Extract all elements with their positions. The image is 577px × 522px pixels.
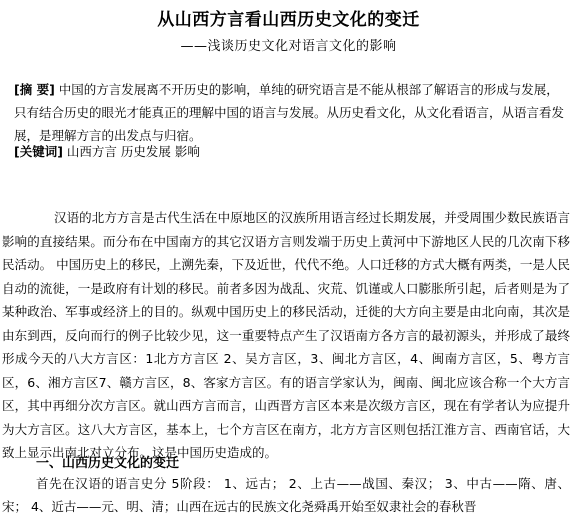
keywords-block [14,143,567,161]
body-paragraph: 汉语的北方方言是古代生活在中原地区的汉族所用语言经过长期发展，并受周围少数民族语言影响的直接结果。而分布在中国南方的其它汉语方言则发端于历史上黄河中下游地区人民的几次南下移民活动。 中国历史上的移民，上溯先秦，下及近世，代代不绝。人口迁移的方式大概有两类，一是人民自动的流徙，一是政府有计划的移民。前者多因为战乱、灾荒、饥谨或人口膨胀所引起，后者则是为了某种政治、军事或经济上的目的。纵观中国历史上的移民活动，迁徙的大方向主要是由北向南，其次是由东到西，反向而行的例子比较少见，这一重要特点产生了汉语南方各方言的最初源头，并形成了最终形成今天的八大方言区：1北方方言区 2、吴方言区，3、闽北方言区，4、闽南方言区，5、粤方言区，6、湘方言区7、赣方言区，8、客家方言区。有的语言学家认为，闽南、闽北应该合称一个大方言区，其中再细分次方言区。就山西方言而言，山西晋方言区本来是次级方言区，现在有学者认为应提升为大方言区。这八大方言区，基本上，七个方言区在南方，北方方言区则包括江淮方言、西南官话，大致上显示出南北对立分布。这是中国历史造成的。 [2,210,570,460]
abstract-text: 中国的方言发展离不开历史的影响，单纯的研究语言是不能从根部了解语言的形成与发展，只有结合历史的眼光才能真正的理解中国的语言与发展。从历史看文化，从文化看语言，从语言看发展，是理解方言的出发点与归宿。 [14,82,565,143]
abstract-block [14,78,567,147]
keywords-text: 山西方言 历史发展 影响 [62,144,200,159]
section-heading: 一、山西历史文化的变迁 [36,456,180,471]
body-section [2,206,570,465]
document-subtitle: ——浅谈历史文化对语言文化的影响 [180,39,397,54]
section-paragraph: 首先在汉语的语言史分 5阶段： 1、远古； 2、上古——战国、秦汉； 3、中古——隋、唐、宋； 4、近古——元、明、清；山西在远古的民族文化尧舜禹开始至奴隶社会的春秋晋 [2,476,570,514]
abstract-label: [摘 要] [14,82,55,97]
keywords-label: [关键词] [14,144,63,159]
section-body [2,472,570,518]
document-title: 从山西方言看山西历史文化的变迁 [157,10,420,30]
